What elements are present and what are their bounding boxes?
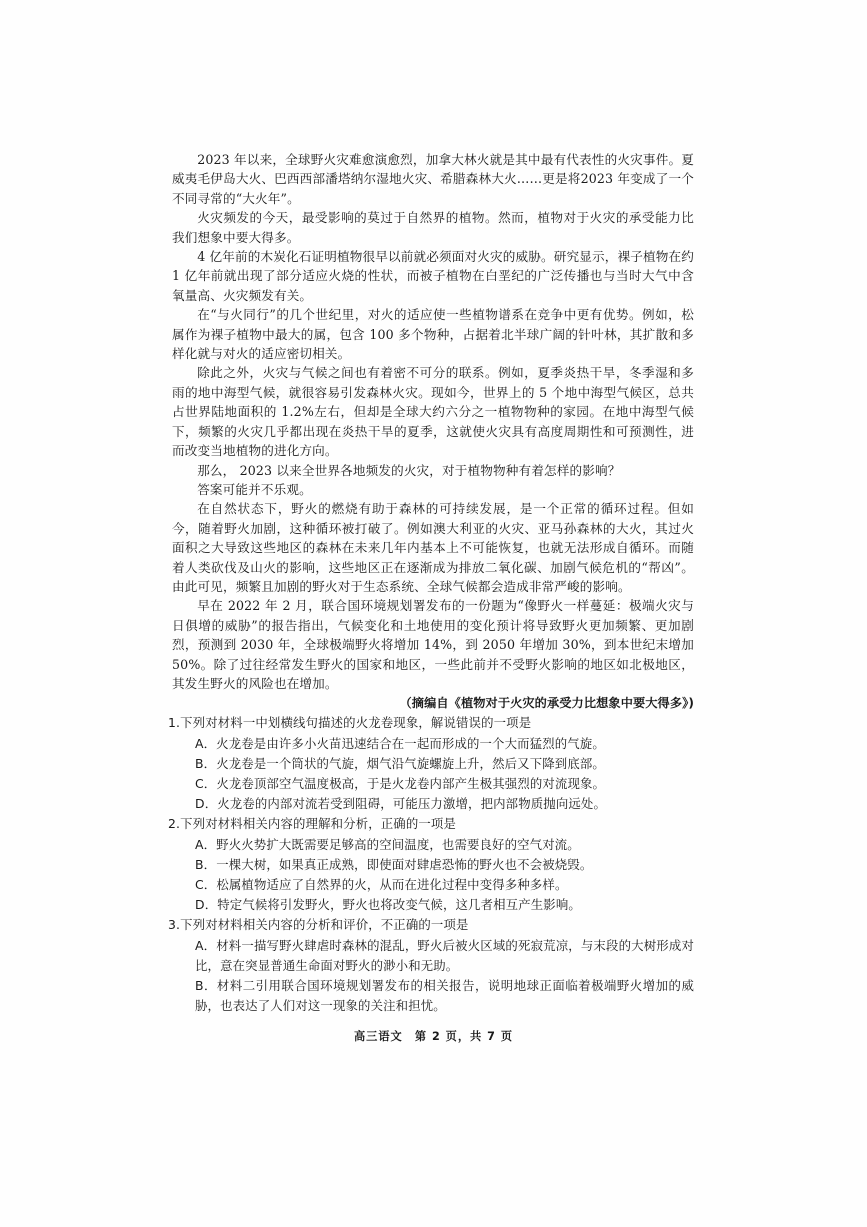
material-paragraph-6: 那么， 2023 以来全世界各地频发的火灾，对于植物物种有着怎样的影响？ (197, 462, 621, 478)
reading-material (172, 150, 694, 713)
question-2 (168, 814, 694, 915)
option-a: A．野火火势扩大既需要足够高的空间温度，也需要良好的空气对流。 (195, 836, 580, 852)
material-paragraph-4: 在“与火同行”的几个世纪里，对火的适应使一些植物谱系在竞争中更有优势。例如，松属作为裸子植物中最大的属，包含 100 多个物种，占据着北半球广阔的针叶林，其扩散和多样化就与对火的适应密切相关。 (172, 307, 694, 362)
page-footer: 高三语文 第 2 页，共 7 页 (353, 1030, 514, 1043)
material-paragraph-5: 除此之外，火灾与气候之间也有着密不可分的联系。例如，夏季炎热干旱，冬季湿和多雨的地中海型气候，就很容易引发森林火灾。现如今，世界上的 5 个地中海型气候区，总共占世界陆地面积的 1.2%左右，但却是全球大约六分之一植物物种的家园。在地中海型气候下，频繁的火灾几乎都出现在炎热干旱的夏季，这就使火灾具有高度周期性和可预测性，进而改变当地植物的进化方向。 (172, 365, 694, 459)
material-paragraph-2: 火灾频发的今天，最受影响的莫过于自然界的植物。然而，植物对于火灾的承受能力比我们想象中要大得多。 (172, 210, 694, 245)
option-c: C．火龙卷顶部空气温度极高，于是火龙卷内部产生极其强烈的对流现象。 (195, 775, 606, 791)
option-a: A．材料一描写野火肆虐时森林的混乱，野火后被火区域的死寂荒凉，与末段的大树形成对比，意在突显普通生命面对野火的渺小和无助。 (195, 937, 694, 973)
option-b: B．火龙卷是一个筒状的气旋，烟气沿气旋螺旋上升，然后又下降到底部。 (195, 755, 605, 771)
option-a: A．火龙卷是由许多小火苗迅速结合在一起而形成的一个大而猛烈的气旋。 (195, 735, 605, 751)
material-source: （摘编自《植物对于火灾的承受力比想象中要大得多》) (399, 696, 694, 711)
material-paragraph-9: 早在 2022 年 2 月，联合国环境规划署发布的一份题为“像野火一样蔓延：极端火灾与日俱增的威胁”的报告指出，气候变化和土地使用的变化预计将导致野火更加频繁、更加剧烈，预测到 2030 年，全球极端野火将增加 14%，到 2050 年增加 30%，到本世纪末增加 50%。除了过往经常发生野火的国家和地区，一些此前并不受野火影响的地区如北极地区，其发生野火的风险也在增加。 (172, 598, 694, 691)
option-d: D．特定气候将引发野火，野火也将改变气候，这几者相互产生影响。 (195, 897, 581, 913)
question-stem: 2.下列对材料相关内容的理解和分析，正确的一项是 (168, 816, 457, 832)
question-3 (168, 915, 694, 1016)
material-paragraph-3: 4 亿年前的木炭化石证明植物很早以前就必须面对火灾的威胁。研究显示，裸子植物在约 1 亿年前就出现了部分适应火烧的性状，而被子植物在白垩纪的广泛传播也与当时大气中含氧量高、火灾频发有关。 (172, 249, 694, 303)
question-1 (168, 713, 694, 814)
material-paragraph-7: 答案可能并不乐观。 (197, 481, 312, 497)
question-stem: 3.下列对材料相关内容的分析和评价，不正确的一项是 (168, 917, 469, 933)
option-b: B．一棵大树，如果真正成熟，即使面对肆虐恐怖的野火也不会被烧毁。 (195, 856, 593, 872)
question-stem: 1.下列对材料一中划横线句描述的火龙卷现象，解说错误的一项是 (168, 715, 532, 731)
option-c: C．松属植物适应了自然界的火，从而在进化过程中变得多种多样。 (195, 877, 568, 892)
page-content (168, 150, 694, 1016)
question-list (168, 713, 694, 1016)
option-b: B．材料二引用联合国环境规划署发布的相关报告，说明地球正面临着极端野火增加的威胁，也表达了人们对这一现象的关注和担忧。 (195, 978, 694, 1014)
material-paragraph-1: 2023 年以来，全球野火灾难愈演愈烈，加拿大林火就是其中最有代表性的火灾事件。夏威夷毛伊岛大火、巴西西部潘塔纳尔湿地火灾、希腊森林大火……更是将2023 年变成了一个不同寻常的“大火年”。 (172, 152, 694, 206)
material-paragraph-8: 在自然状态下，野火的燃烧有助于森林的可持续发展，是一个正常的循环过程。但如今，随着野火加剧，这种循环被打破了。例如澳大利亚的火灾、亚马孙森林的大火，其过火面积之大导致这些地区的森林在未来几年内基本上不可能恢复，也就无法形成自循环。而随着人类砍伐及山火的影响，这些地区正在逐渐成为排放二氧化碳、加剧气候危机的“帮凶”。由此可见，频繁且加剧的野火对于生态系统、全球气候都会造成非常严峻的影响。 (172, 501, 694, 594)
option-d: D．火龙卷的内部对流若受到阻碍，可能压力激增，把内部物质抛向远处。 (195, 796, 606, 812)
